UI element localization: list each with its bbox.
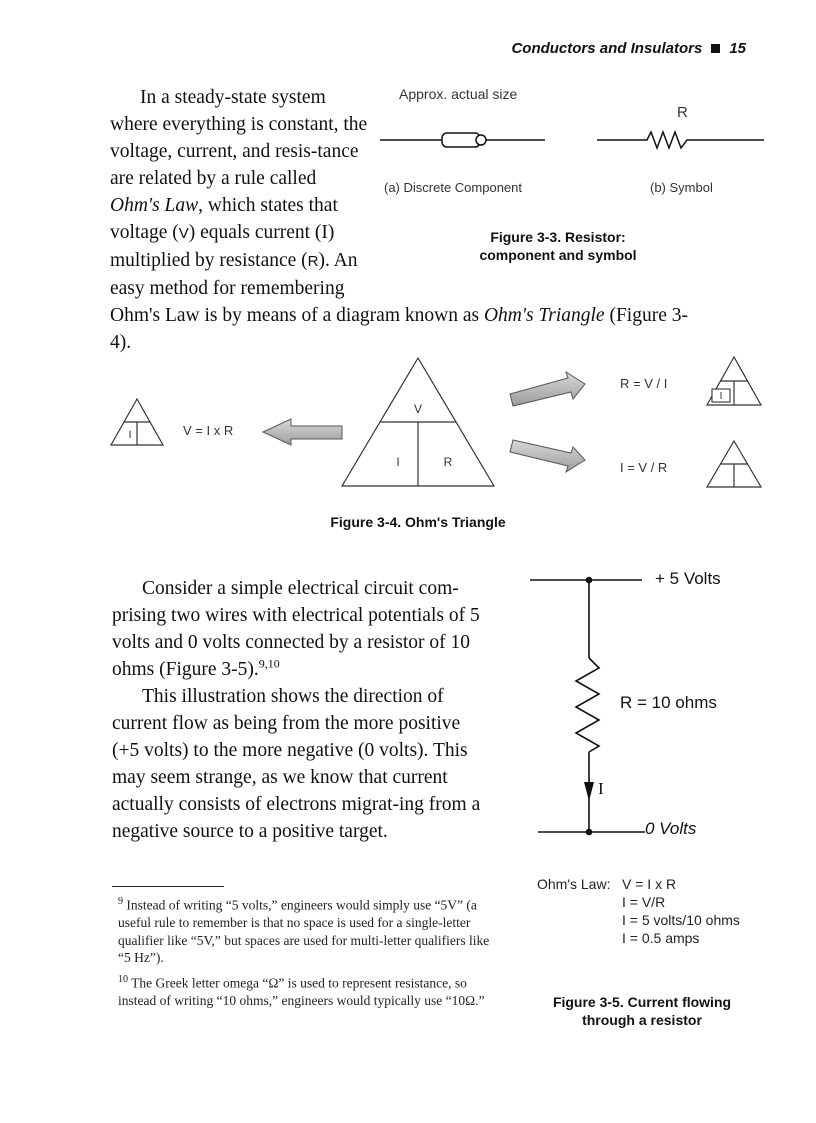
small-triangle-left — [111, 399, 163, 445]
small-triangle-upper-right — [707, 357, 761, 405]
figure-3-4-caption: Figure 3-4. Ohm's Triangle — [330, 514, 506, 530]
footnote-9: $^9$ Instead of writing “5 volts,” engineers would simply use “5V” (a useful rule to remember is that no space is used for a single-letter qualifier like “5V,” but spaces are used for multi-letter qualifiers like “5 Hz”). — [118, 896, 490, 965]
label-symbol: (b) Symbol — [650, 180, 713, 195]
current-arrow-down-icon — [584, 782, 594, 801]
v-tag: V — [178, 225, 189, 242]
r-tag: R — [307, 253, 319, 270]
big-ohms-triangle — [342, 358, 494, 486]
big-triangle-v: V — [413, 402, 423, 416]
running-title: Conductors and Insulators — [511, 40, 703, 57]
figure-3-4-ohms-triangle — [0, 340, 816, 500]
ohms-law-heading: Ohm's Law: — [537, 876, 611, 892]
arrow-upper-right-icon — [510, 372, 585, 406]
law-line: I = 0.5 amps — [622, 930, 700, 946]
page-number: 15 — [729, 40, 746, 57]
label-resistor-value: R = 10 ohms — [620, 693, 717, 712]
small-upper-right-i: I — [719, 391, 723, 402]
arrow-lower-right-icon — [510, 440, 585, 472]
law-line: V = I x R — [622, 876, 677, 892]
paragraph-current-direction: This illustration shows the direction of current flow as being from the more positive (+5 volts) to the more negative (0 volts). This may seem strange, as we know that current actually consists of electrons migrat-ing from a negative source to a positive target. — [112, 686, 481, 842]
paragraph-circuit: Consider a simple electrical circuit com-prising two wires with electrical potentials of 5 volts and 0 volts connected by a resistor of 10 ohms (Figure 3-5).$^{9,10}$ This illustration shows the direction of current flow as being from the more positive (+5 volts) to the more negative (0 volts). This may seem strange, as we know that current actually consists of electrons migrat-ing from a negative source to a positive target. — [112, 575, 484, 845]
figure-3-3-caption: Figure 3-3. Resistor: component and symbol — [479, 229, 637, 263]
resistor-symbol-drawing — [597, 132, 764, 148]
separator-square-icon — [711, 44, 720, 53]
big-triangle-i: I — [396, 455, 400, 469]
small-left-i: I — [128, 429, 132, 441]
term-ohms-triangle: Ohm's Triangle — [483, 305, 605, 326]
arrow-left-icon — [263, 419, 342, 445]
label-current-i: I — [598, 779, 604, 798]
label-0-volts: 0 Volts — [645, 819, 697, 838]
paragraph-ohms-law: In a steady-state system where everything is constant, the voltage, current, and resis-tance are related by a rule called Ohm's Law, which states that voltage (V) equals current (I) multiplied by resistance (R). An easy method for remembering Ohm's Law is by means of a diagram known as Ohm's Triangle (Figure 3-4). — [110, 84, 690, 356]
figure-3-3-drawing — [375, 95, 775, 165]
footnote-10: $^{10}$ The Greek letter omega “Ω” is used to represent resistance, so instead of writing “10 ohms,” engineers would typically use “10Ω.” — [118, 973, 485, 1008]
size-note: Approx. actual size — [399, 86, 518, 102]
law-line: I = V/R — [622, 894, 666, 910]
law-line: I = 5 volts/10 ohms — [622, 912, 740, 928]
term-ohms-law: Ohm's Law — [110, 195, 199, 216]
formula-v-equals-i-times-r: V = I x R — [183, 423, 234, 438]
ohms-law-lines — [622, 876, 740, 948]
label-discrete-component: (a) Discrete Component — [384, 180, 522, 195]
big-triangle-r: R — [443, 455, 453, 469]
figure-3-5-caption: Figure 3-5. Current flowing through a resistor — [552, 994, 732, 1028]
small-triangle-lower-right — [707, 441, 761, 487]
footnote-refs: 9,10 — [258, 656, 280, 671]
footnote-rule — [112, 886, 224, 887]
footnotes — [118, 893, 490, 1013]
label-plus-5-volts: + 5 Volts — [655, 569, 721, 588]
formula-i-equals-v-over-r: I = V / R — [620, 460, 668, 475]
running-head — [511, 40, 746, 57]
discrete-resistor-drawing — [380, 133, 545, 147]
resistor-zigzag — [576, 658, 599, 752]
resistor-symbol-letter: R — [677, 104, 688, 121]
formula-r-equals-v-over-i: R = V / I — [620, 376, 668, 391]
